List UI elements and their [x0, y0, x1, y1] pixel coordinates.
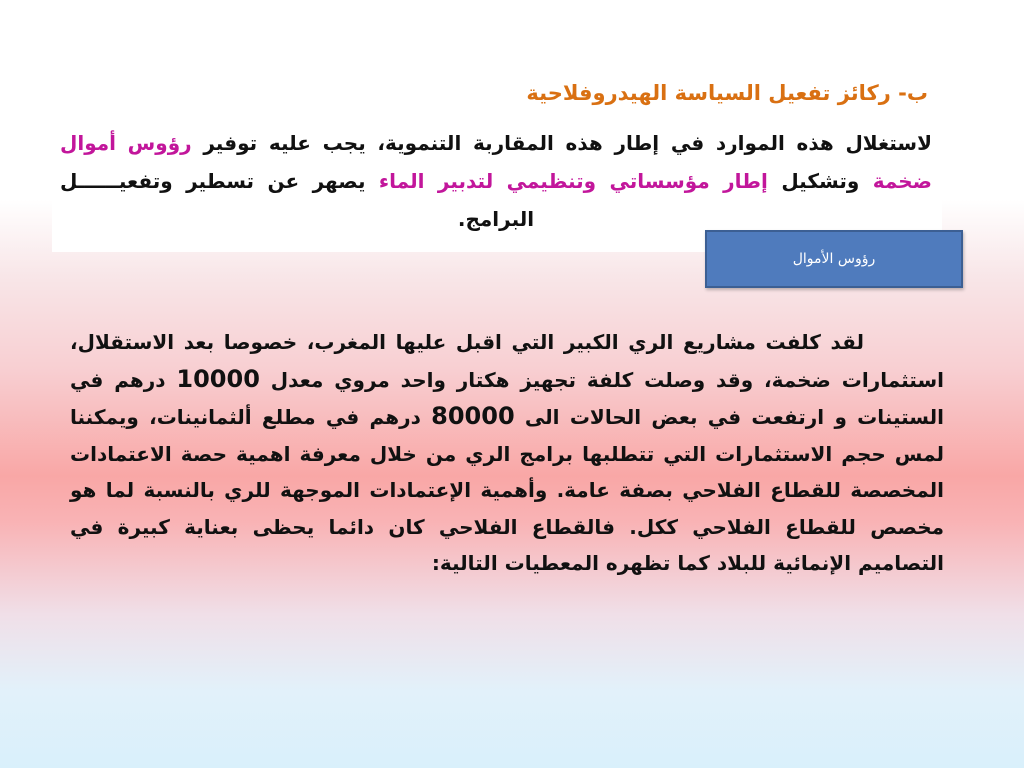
intro-text-part1: لاستغلال هذه الموارد في إطار هذه المقاربة التنموية، يجب عليه توفير [191, 131, 932, 155]
body-text-part1: لقد كلفت مشاريع الري الكبير التي اقبل عليها المغرب، خصوصا بعد الاستقلال، استثمارات ضخمة، وقد وصلت كلفة تجهيز هكتار واحد مروي معدل [70, 330, 944, 392]
intro-text-part2: وتشكيل [767, 169, 873, 193]
body-paragraph [70, 324, 944, 582]
intro-paragraph [60, 124, 932, 238]
intro-highlight-framework: إطار مؤسساتي وتنظيمي لتدبير الماء [378, 169, 768, 193]
intro-highlight-capital: رؤوس أموال ضخمة [60, 131, 932, 193]
capital-button-label: رؤوس الأموال [792, 251, 876, 267]
body-number-10000: 10000 [176, 364, 260, 393]
intro-text-part3: يصهر عن تسطير وتفعيــــــل البرامج. [60, 169, 535, 231]
body-text-part3: درهم في مطلع ألثمانينات، ويمكننا لمس حجم الاستثمارات التي تتطلبها برامج الري من خلال معرفة اهمية حصة الاعتمادات المخصصة للقطاع الفلاحي بصفة عامة. وأهمية الإعتمادات الموجهة للري بالنسبة لما هو مخصص للقطاع الفلاحي ككل. فالقطاع الفلاحي كان دائما يحظى بعناية كبيرة في التصاميم الإنمائية للبلاد كما تظهره المعطيات التالية: [70, 405, 944, 575]
body-number-80000: 80000 [431, 402, 515, 430]
capital-button[interactable] [705, 230, 963, 288]
body-text-part2: درهم في الستينات و ارتفعت في بعض الحالات الى [70, 367, 944, 429]
slide-heading: ب- ركائز تفعيل السياسة الهيدروفلاحية [526, 81, 928, 105]
